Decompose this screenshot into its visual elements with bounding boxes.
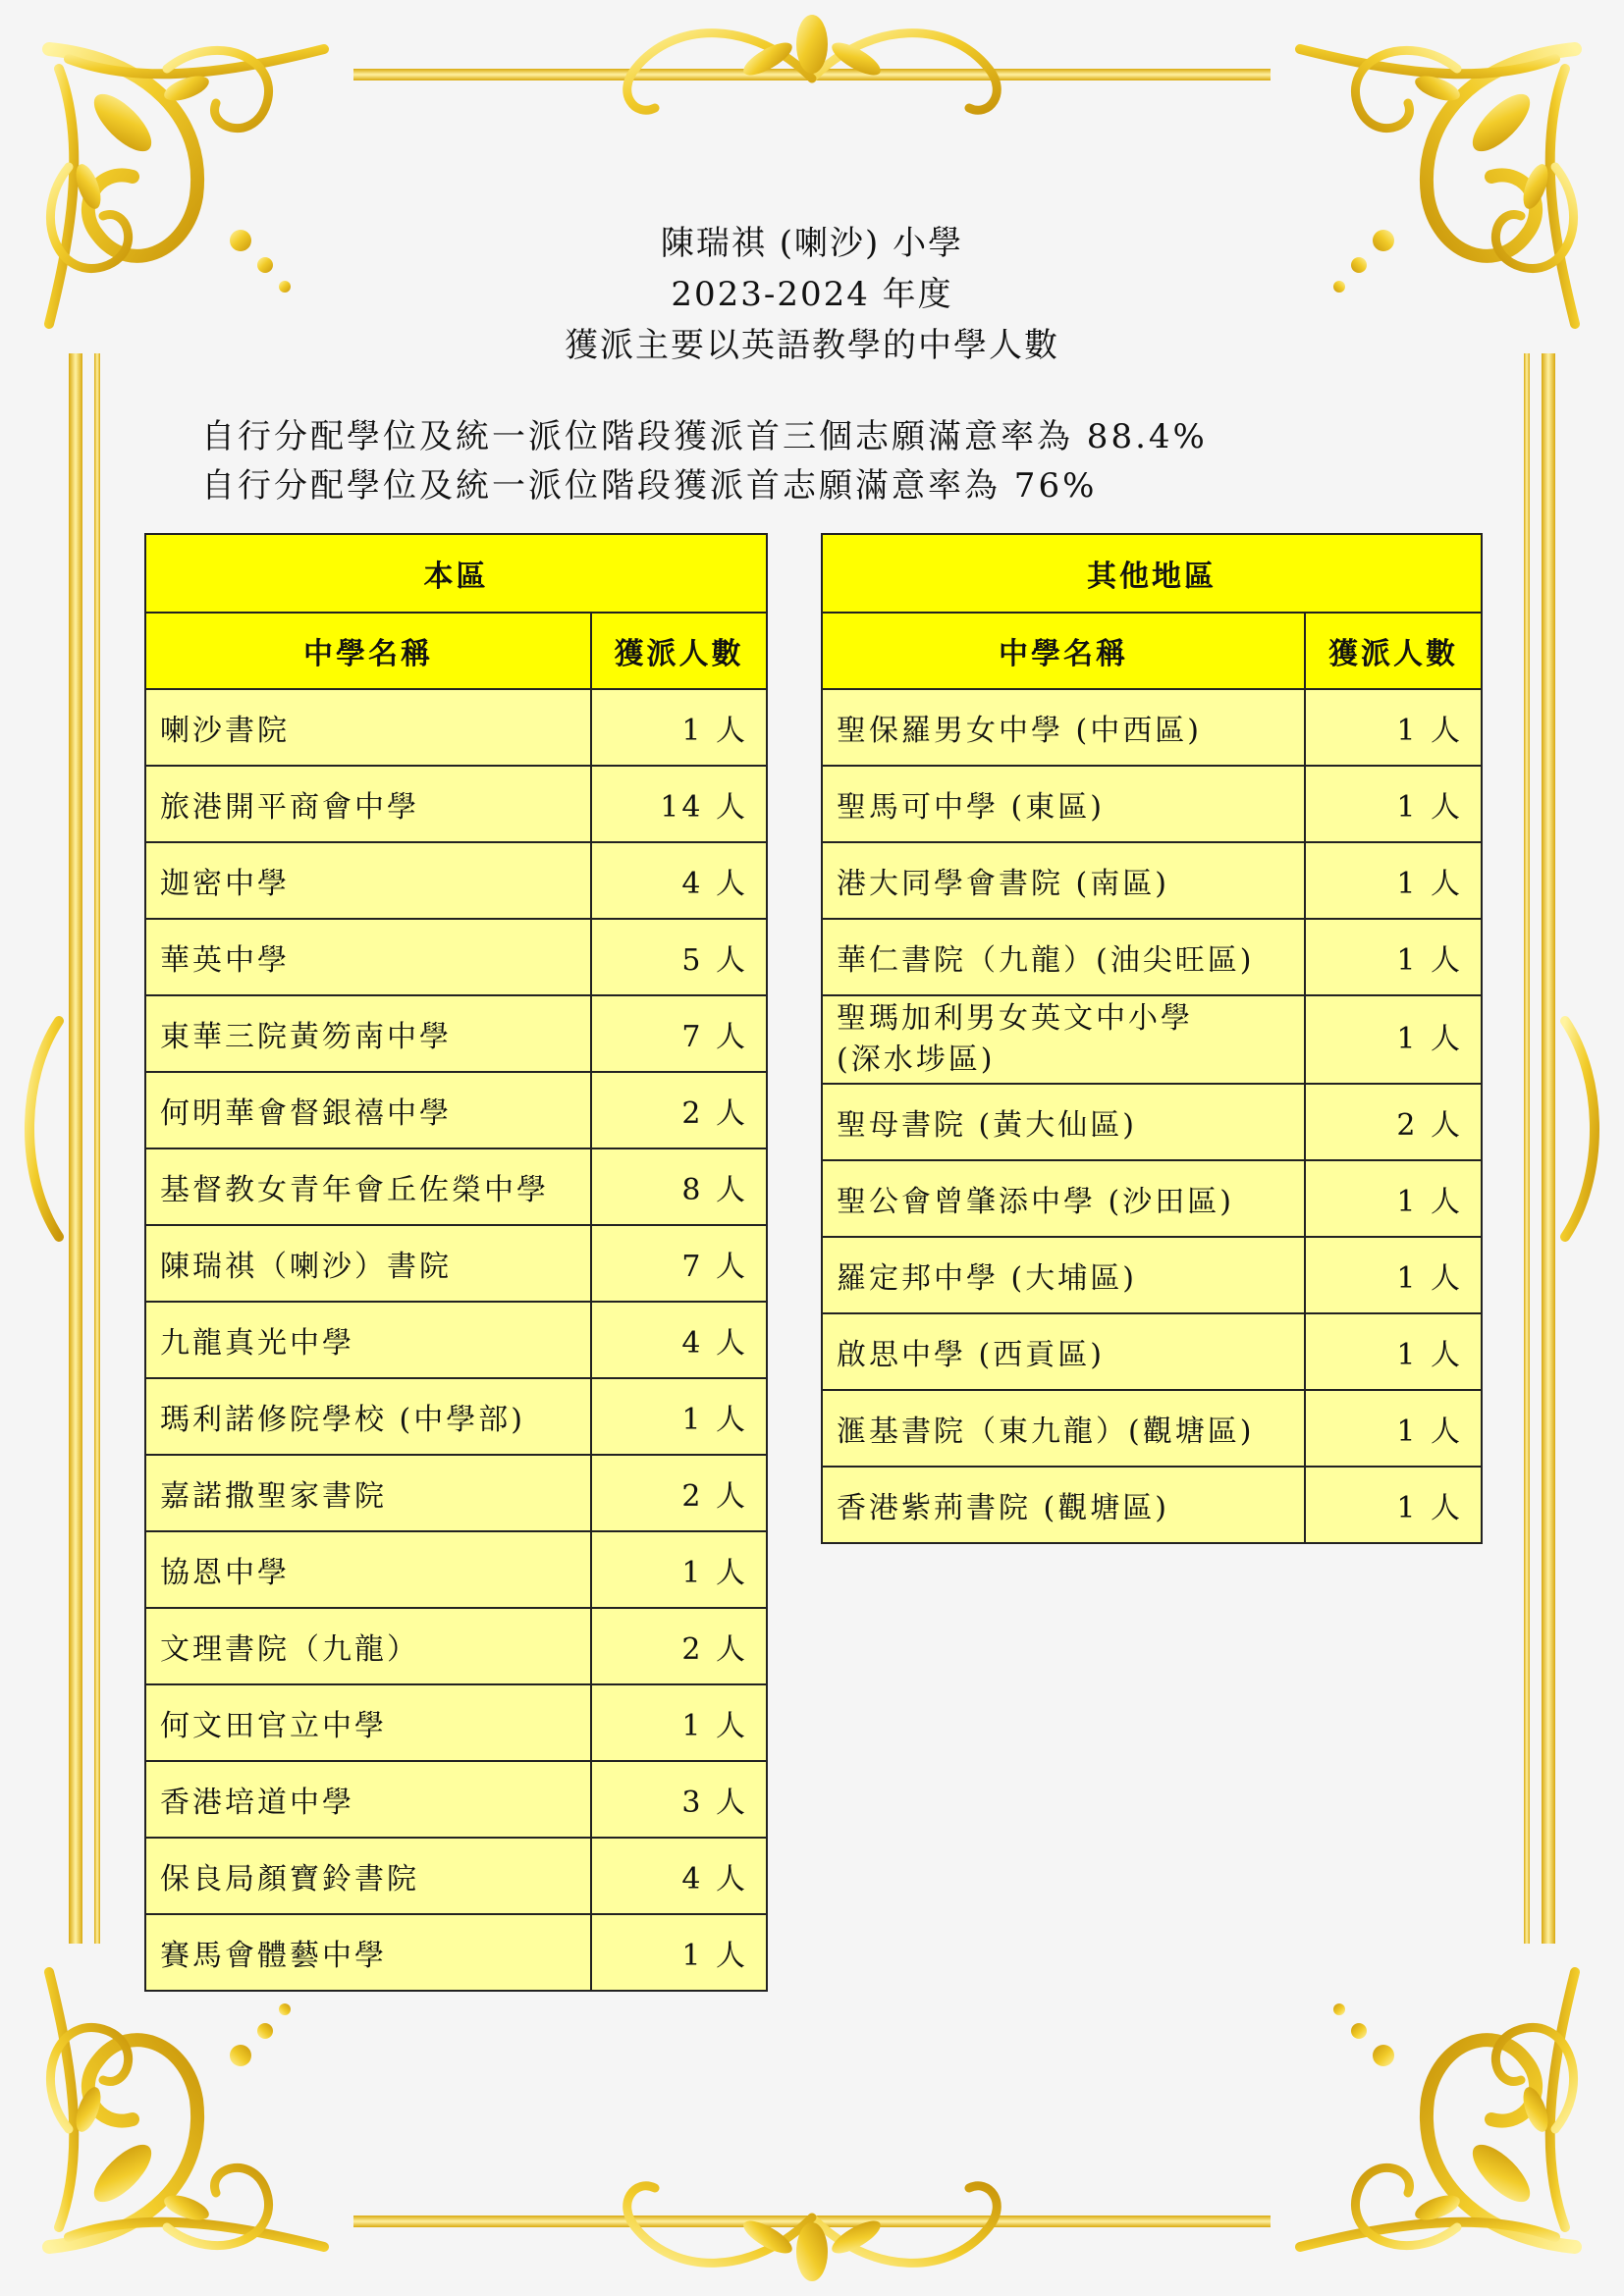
allocated-count-cell: 1 人 [1305, 689, 1482, 766]
school-name: 賽馬會體藝中學 [160, 1939, 387, 1973]
school-name: 華仁書院（九龍）(油尖旺區) [837, 943, 1255, 978]
table-row [145, 919, 767, 995]
school-name-cell [145, 1684, 591, 1761]
table-row [822, 995, 1482, 1084]
allocated-count-cell: 2 人 [591, 1455, 767, 1531]
school-name: 啟思中學 (西貢區) [837, 1338, 1105, 1372]
table-row [145, 1914, 767, 1991]
allocated-count-cell: 4 人 [591, 1838, 767, 1914]
allocated-count-cell: 1 人 [591, 1914, 767, 1991]
other-districts-table [821, 533, 1483, 1544]
table-body [822, 689, 1482, 1543]
table-row [822, 1313, 1482, 1390]
school-name-cell [822, 689, 1305, 766]
school-name-cell [822, 995, 1305, 1084]
school-name: 九龍真光中學 [160, 1326, 354, 1361]
table-row [145, 1148, 767, 1225]
school-name: 華英中學 [160, 943, 290, 978]
school-name-cell [145, 1455, 591, 1531]
table-body [145, 689, 767, 1991]
page-subtitle: 獲派主要以英語教學的中學人數 [565, 326, 1059, 365]
allocated-count-cell: 8 人 [591, 1148, 767, 1225]
school-name-cell [822, 1390, 1305, 1467]
school-name-cell [822, 1313, 1305, 1390]
allocated-count-cell: 1 人 [1305, 766, 1482, 842]
school-name: 保良局顏寶鈴書院 [160, 1862, 419, 1896]
school-name: 協恩中學 [160, 1556, 290, 1590]
school-name-cell [822, 919, 1305, 995]
table-row [145, 1608, 767, 1684]
school-name: 港大同學會書院 (南區) [837, 867, 1169, 901]
column-header-school: 中學名稱 [822, 613, 1305, 689]
local-district-table [144, 533, 768, 1992]
satisfaction-first-choice: 自行分配學位及統一派位階段獲派首志願滿意率為 76% [201, 466, 1098, 506]
allocated-count-cell: 7 人 [591, 1225, 767, 1302]
table-row [145, 1761, 767, 1838]
satisfaction-top-three: 自行分配學位及統一派位階段獲派首三個志願滿意率為 88.4% [201, 417, 1208, 456]
table-row [145, 1838, 767, 1914]
allocated-count-cell: 1 人 [1305, 1313, 1482, 1390]
school-name: 香港紫荊書院 (觀塘區) [837, 1491, 1169, 1525]
school-name: 旅港開平商會中學 [160, 790, 419, 825]
school-name-cell [145, 689, 591, 766]
school-name: 東華三院黃笏南中學 [160, 1020, 452, 1054]
school-name-cell [145, 842, 591, 919]
allocated-count-cell: 1 人 [591, 689, 767, 766]
allocated-count-cell: 1 人 [1305, 1390, 1482, 1467]
allocated-count-cell: 1 人 [1305, 842, 1482, 919]
school-name: 何文田官立中學 [160, 1709, 387, 1743]
table-row [145, 766, 767, 842]
school-name-cell [145, 919, 591, 995]
school-name: 聖母書院 (黃大仙區) [837, 1108, 1137, 1143]
school-name: 迦密中學 [160, 867, 290, 901]
school-name-cell [145, 1761, 591, 1838]
school-name-cell [145, 995, 591, 1072]
school-name-cell [822, 1084, 1305, 1160]
table-row [822, 1084, 1482, 1160]
allocated-count-cell: 2 人 [591, 1072, 767, 1148]
school-name: 羅定邦中學 (大埔區) [837, 1261, 1137, 1296]
table-row [822, 1237, 1482, 1313]
allocated-count-cell: 1 人 [591, 1684, 767, 1761]
school-name: 聖馬可中學 (東區) [837, 790, 1105, 825]
allocated-count-cell: 1 人 [1305, 995, 1482, 1084]
allocated-count-cell: 1 人 [591, 1531, 767, 1608]
table-row [822, 919, 1482, 995]
table-row [145, 1378, 767, 1455]
table-row [822, 1467, 1482, 1543]
table-row [145, 1302, 767, 1378]
column-header-school: 中學名稱 [145, 613, 591, 689]
school-name-cell [822, 1467, 1305, 1543]
school-name: 嘉諾撒聖家書院 [160, 1479, 387, 1514]
satisfaction-stats [201, 412, 1208, 510]
table-row [145, 842, 767, 919]
school-name: 何明華會督銀禧中學 [160, 1096, 452, 1131]
school-name-cell [145, 766, 591, 842]
allocated-count-cell: 1 人 [591, 1378, 767, 1455]
school-name: 聖保羅男女中學 (中西區) [837, 714, 1202, 748]
allocated-count-cell: 2 人 [1305, 1084, 1482, 1160]
column-header-count: 獲派人數 [1305, 613, 1482, 689]
table-row [145, 1455, 767, 1531]
table-row [145, 1072, 767, 1148]
school-name: 喇沙書院 [160, 714, 290, 748]
school-name-cell [145, 1914, 591, 1991]
school-name-cell [145, 1302, 591, 1378]
table-row [822, 766, 1482, 842]
school-name-cell [822, 1160, 1305, 1237]
allocated-count-cell: 1 人 [1305, 1237, 1482, 1313]
table-row [145, 689, 767, 766]
table-row [145, 1531, 767, 1608]
school-name: 聖瑪加利男女英文中小學 [837, 1001, 1193, 1036]
allocated-count-cell: 5 人 [591, 919, 767, 995]
school-name-cell [145, 1148, 591, 1225]
table-row [145, 1684, 767, 1761]
page-heading [0, 218, 1624, 371]
table-row [822, 842, 1482, 919]
school-name-cell [145, 1838, 591, 1914]
school-name: 滙基書院（東九龍）(觀塘區) [837, 1415, 1255, 1449]
school-name-cell [822, 1237, 1305, 1313]
school-name: 文理書院（九龍） [160, 1632, 419, 1667]
table-row [822, 1160, 1482, 1237]
school-name: 陳瑞祺 (喇沙) 小學 [660, 224, 964, 263]
allocated-count-cell: 7 人 [591, 995, 767, 1072]
allocated-count-cell: 4 人 [591, 1302, 767, 1378]
allocated-count-cell: 1 人 [1305, 1467, 1482, 1543]
table-row [145, 995, 767, 1072]
allocated-count-cell: 1 人 [1305, 1160, 1482, 1237]
school-name-cell [145, 1608, 591, 1684]
school-year: 2023-2024 年度 [671, 275, 953, 314]
school-name: 聖公會曾肇添中學 (沙田區) [837, 1185, 1234, 1219]
school-name: 香港培道中學 [160, 1786, 354, 1820]
allocated-count-cell: 2 人 [591, 1608, 767, 1684]
school-name: 基督教女青年會丘佐榮中學 [160, 1173, 549, 1207]
region-header: 其他地區 [822, 534, 1482, 613]
school-name-cell [145, 1072, 591, 1148]
allocated-count-cell: 3 人 [591, 1761, 767, 1838]
school-name-cell [145, 1225, 591, 1302]
table-row [822, 689, 1482, 766]
allocated-count-cell: 14 人 [591, 766, 767, 842]
school-name: 陳瑞祺（喇沙）書院 [160, 1250, 452, 1284]
school-name-cell [145, 1531, 591, 1608]
allocated-count-cell: 1 人 [1305, 919, 1482, 995]
column-header-count: 獲派人數 [591, 613, 767, 689]
school-name: 瑪利諾修院學校 (中學部) [160, 1403, 525, 1437]
school-name-cell [822, 842, 1305, 919]
allocated-count-cell: 4 人 [591, 842, 767, 919]
table-row [822, 1390, 1482, 1467]
table-row [145, 1225, 767, 1302]
region-header: 本區 [145, 534, 767, 613]
school-name-cell [145, 1378, 591, 1455]
school-name-cell [822, 766, 1305, 842]
school-district: (深水埗區) [837, 1042, 996, 1077]
